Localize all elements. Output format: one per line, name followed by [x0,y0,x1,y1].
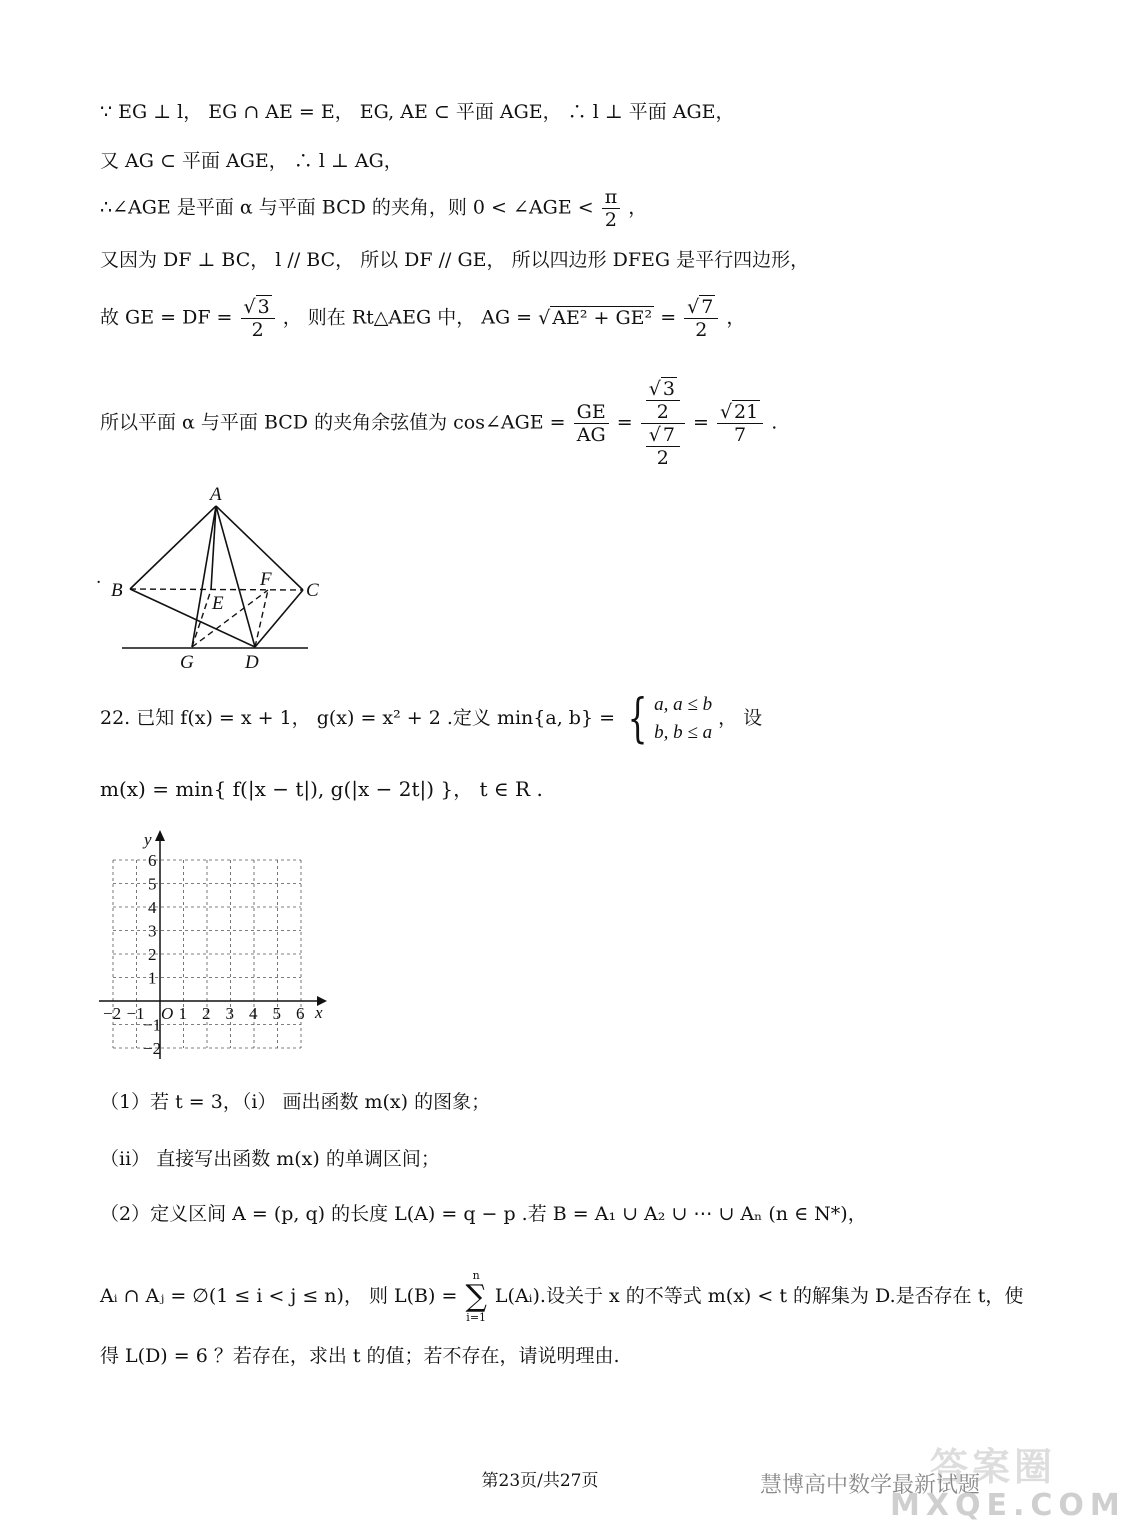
y-axis-label: y [144,830,152,849]
p22-intro-pre: 22. 已知 f(x) = x + 1， g(x) = x² + 2 .定义 min{a, b} = [100,707,615,729]
y-tick-label: −2 [143,1039,162,1058]
cb-den: 2 [656,447,669,469]
x-tick-label: −1 [126,1004,145,1023]
x-tick-label: 2 [202,1004,211,1023]
ge-over-ag [574,401,609,446]
left-brace: { [627,689,648,749]
compound-top [641,378,685,424]
summation [465,1270,486,1324]
label-g: G [180,652,194,673]
edge-bd [130,589,255,647]
p22-intro-post: ， 设 [718,707,763,729]
ag-radicand: AE² + GE² [552,306,653,329]
line5-post: ， [726,306,746,329]
ag-den: AG [576,424,606,446]
compound-bottom-frac [646,424,680,469]
geometry-figure [90,480,350,675]
q2b-post: L(Aᵢ).设关于 x 的不等式 m(x) < t 的解集为 D.是否存在 t，使 [494,1285,1024,1307]
compound-fraction [641,378,685,469]
line5-pre: 故 GE = DF = [100,306,233,329]
sqrt3-den: 2 [251,319,264,341]
coordinate-grid [95,825,335,1065]
cb-radicand: 7 [662,424,675,446]
q2b-pre: Aᵢ ∩ Aⱼ = ∅(1 ≤ i < j ≤ n)， 则 L(B) = [100,1285,458,1307]
sqrt21-num [717,401,763,424]
line3-post: ， [628,196,648,219]
line6-eq1: = [616,411,633,434]
case-2: b, b ≤ a [654,722,713,743]
y-tick-label: 1 [148,968,157,988]
x-tick-label: 1 [178,1004,187,1023]
case-1: a, a ≤ b [654,694,713,715]
sqrt3-over-2 [241,296,275,341]
sqrt7-num [684,296,718,319]
compound-top-frac [646,378,680,423]
ag-sqrt [538,306,654,329]
edge-ab [130,506,216,589]
ge-num: GE [574,401,609,424]
solution-line-5 [100,296,745,341]
sqrt21-over-7 [717,401,763,446]
sqrt3-num [241,296,275,319]
x-tick-label: 6 [296,1004,305,1023]
y-tick-label: −1 [143,1015,162,1035]
question-1: （1）若 t = 3，（i） 画出函数 m(x) 的图象； [100,1091,491,1113]
pi-over-2 [602,186,621,231]
y-tick-label: 5 [148,874,157,894]
origin-label: O [161,1004,174,1023]
line5-mid: ， 则在 Rt△AEG 中， AG = [282,306,533,329]
problem22-intro [100,691,762,747]
line3-pre: ∴∠AGE 是平面 α 与平面 BCD 的夹角，则 0 < ∠AGE < [100,196,594,219]
sqrt3-radicand: 3 [257,296,270,318]
min-definition [621,691,712,747]
ct-radicand: 3 [662,378,675,400]
solution-line-3 [100,186,647,231]
label-dot: · [96,572,101,593]
edge-gf-hidden [192,590,268,647]
x-tick-label: −2 [103,1004,122,1023]
line5-eq: = [660,306,677,329]
label-f: F [260,569,272,590]
page-footer: 第23页/共27页 [481,1471,599,1491]
label-e: E [212,593,224,614]
ct-den: 2 [656,401,669,423]
watermark-site: MXQE.COM [890,1488,1126,1523]
sqrt21-radicand: 21 [734,401,759,423]
sum-top: n [472,1269,480,1282]
solution-line-2: 又 AG ⊂ 平面 AGE， ∴ l ⊥ AG， [100,150,403,172]
sqrt7-den: 2 [695,319,708,341]
line6-eq2: = [692,411,709,434]
sqrt7-over-2 [684,296,718,341]
line6-pre: 所以平面 α 与平面 BCD 的夹角余弦值为 cos∠AGE = [100,411,566,434]
y-tick-label: 6 [148,851,157,870]
x-axis-label: x [315,1003,323,1022]
edge-cd [255,590,303,647]
problem22-line2: m(x) = min{ f(|x − t|), g(|x − 2t|) }， t ∈ R . [100,777,543,801]
question-2b [100,1270,1023,1324]
min-cases [654,691,712,747]
sqrt21-den: 7 [734,424,747,446]
y-axis-arrow [155,830,165,841]
watermark-channel: 慧博高中数学最新试题 [760,1473,981,1498]
question-1-ii: （ii） 直接写出函数 m(x) 的单调区间； [100,1148,440,1170]
label-b: B [111,580,123,601]
solution-line-4: 又因为 DF ⊥ BC， l // BC， 所以 DF // GE， 所以四边形 DFEG 是平行四边形， [100,249,810,271]
edge-ad [216,506,255,647]
line6-post: . [771,411,778,434]
ct-num [646,378,680,401]
label-a: A [210,484,222,505]
question-2: （2）定义区间 A = (p, q) 的长度 L(A) = q − p .若 B = A₁ ∪ A₂ ∪ ⋯ ∪ Aₙ (n ∈ N*)， [100,1203,867,1225]
label-c: C [306,580,319,601]
sum-symbol: ∑ [465,1279,487,1314]
y-tick-label: 2 [148,945,157,964]
pi-den: 2 [604,209,618,231]
y-tick-label: 3 [148,921,157,941]
y-tick-label: 4 [148,898,157,917]
pi-num: π [602,186,621,209]
x-tick-label: 4 [249,1004,258,1023]
cb-num [646,424,680,447]
compound-bottom [641,424,685,469]
edge-bc-hidden [130,589,303,590]
solution-line-6 [100,378,777,469]
sqrt7-radicand: 7 [701,296,714,318]
label-d: D [245,652,259,673]
x-tick-label: 3 [225,1004,234,1023]
solution-line-1: ∵ EG ⊥ l， EG ∩ AE = E， EG, AE ⊂ 平面 AGE， ∴ l ⊥ 平面 AGE， [100,101,735,123]
question-2c: 得 L(D) = 6 ？若存在，求出 t 的值；若不存在，请说明理由. [100,1345,620,1367]
watermark-logo: 答案圈 [930,1445,1057,1489]
sum-bottom: i=1 [466,1311,487,1324]
x-tick-label: 5 [272,1004,281,1023]
